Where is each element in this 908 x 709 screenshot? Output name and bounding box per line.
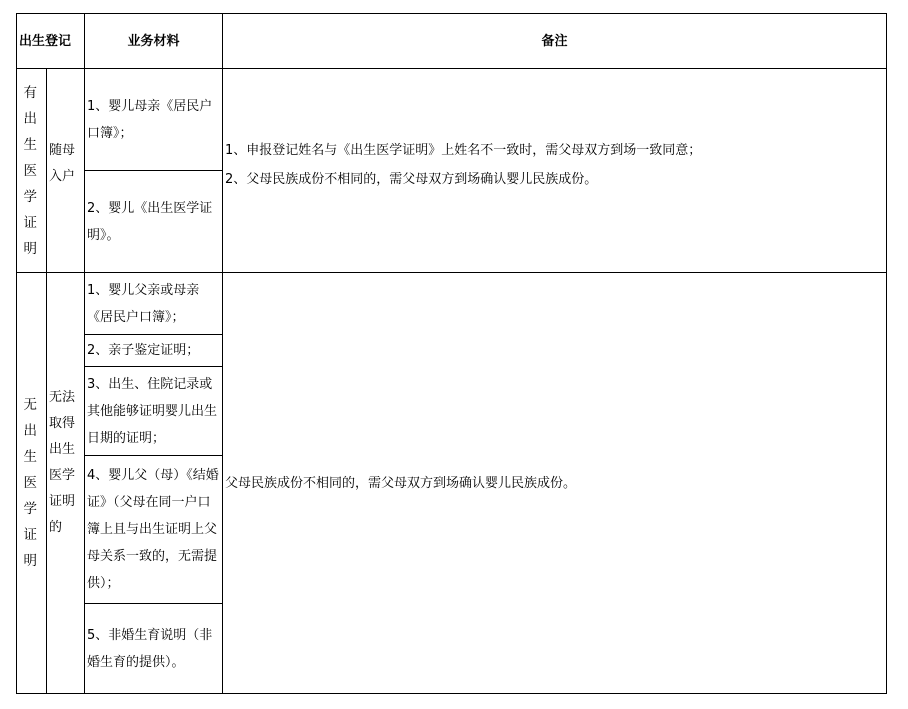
header-materials: 业务材料 (85, 14, 223, 69)
material-item: 4、婴儿父（母）《结婚证》（父母在同一户口簿上且与出生证明上父母关系一致的，无需提供）； (85, 456, 223, 604)
header-remarks: 备注 (223, 14, 887, 69)
remarks-with-cert-cell (223, 69, 887, 273)
remark-item: 1、申报登记姓名与《出生医学证明》上姓名不一致时，需父母双方到场一致同意； (225, 142, 702, 158)
birth-registration-table (16, 13, 887, 694)
header-birth-registration: 出生登记 (17, 14, 85, 69)
category-with-cert-cell (17, 69, 47, 273)
material-item: 2、亲子鉴定证明； (85, 335, 223, 367)
subcategory-unable-cell (47, 273, 85, 694)
subcategory-with-mother: 随母入户 (49, 142, 76, 184)
material-item: 1、婴儿母亲《居民户口簿》； (85, 69, 223, 171)
table-row (17, 69, 887, 171)
subcategory-unable: 无法取得出生医学证明的 (49, 390, 76, 535)
category-without-cert: 无出生医学证明 (23, 397, 37, 569)
material-item: 3、出生、住院记录或其他能够证明婴儿出生日期的证明； (85, 367, 223, 456)
remarks-without-cert-cell (223, 273, 887, 694)
remark-item: 父母民族成份不相同的，需父母双方到场确认婴儿民族成份。 (225, 475, 577, 491)
material-item: 1、婴儿父亲或母亲《居民户口簿》； (85, 273, 223, 335)
material-item: 5、非婚生育说明（非婚生育的提供）。 (85, 604, 223, 694)
table-header-row (17, 14, 887, 69)
category-without-cert-cell (17, 273, 47, 694)
remark-item: 2、父母民族成份不相同的，需父母双方到场确认婴儿民族成份。 (225, 171, 598, 187)
category-with-cert: 有出生医学证明 (23, 84, 37, 257)
material-item: 2、婴儿《出生医学证明》。 (85, 171, 223, 273)
subcategory-with-mother-cell (47, 69, 85, 273)
table-row (17, 273, 887, 335)
